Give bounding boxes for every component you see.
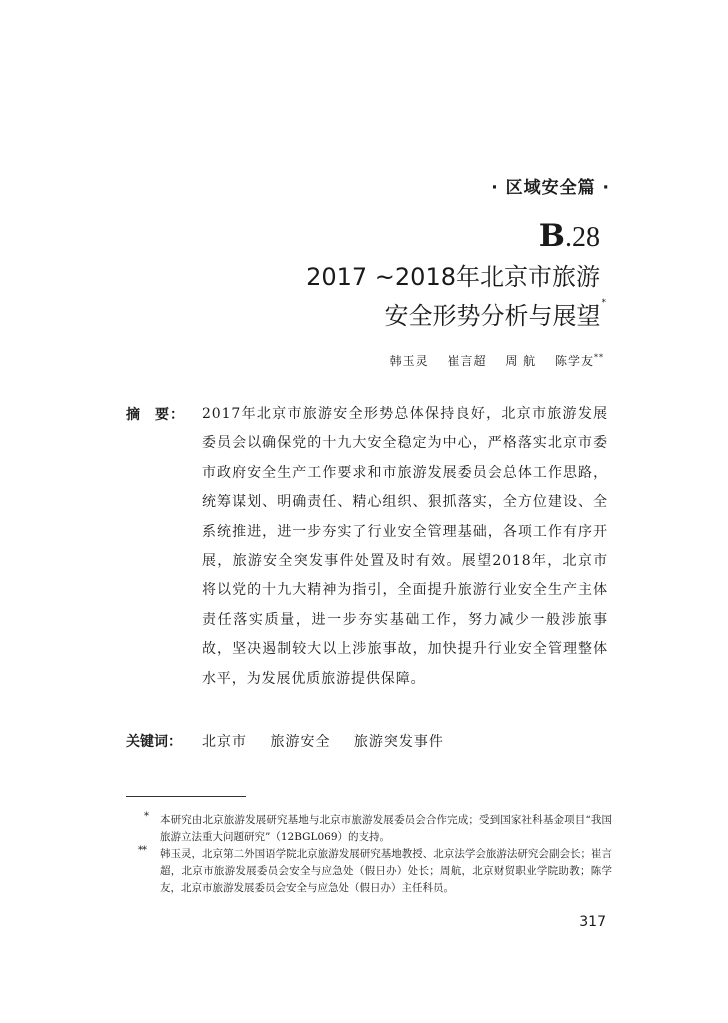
footnote-divider <box>126 796 246 797</box>
keyword: 旅游安全 <box>270 734 331 750</box>
section-label: · 区域安全篇 · <box>491 178 610 198</box>
abstract-text: 2017年北京市旅游安全形势总体保持良好，北京市旅游发展委员会以确保党的十九大安全稳定为中心，严格落实北京市委市政府安全生产工作要求和市旅游发展委员会总体工作思路，统筹谋划、明确责任、精心组织、狠抓落实，全方位建设、全系统推进，进一步夯实了行业安全管理基础，各项工作有序开展，旅游安全突发事件处置及时有效。展望2018年，北京市将以党的十九大精神为指引，全面提升旅游行业安全生产主体责任落实质量，进一步夯实基础工作，努力减少一般涉旅事故，坚决遏制较大以上涉旅事故，加快提升行业安全管理整体水平，为发展优质旅游提供保障。 <box>202 406 608 687</box>
title-line-1: 2017 ~2018年北京市旅游 <box>306 263 600 291</box>
author: 韩玉灵 <box>389 354 429 368</box>
report-number <box>539 218 600 254</box>
title-footnote-mark: * <box>601 298 606 308</box>
page-number: 317 <box>579 914 606 930</box>
footnote: 本研究由北京旅游发展研究基地与北京市旅游发展委员会合作完成；受到国家社科基金项目“我国旅游立法重大问题研究”（12BGL069）的支持。 <box>160 814 612 843</box>
title-line-2 <box>385 296 607 331</box>
footnote-mark: ** <box>138 845 146 856</box>
keywords-label: 关键词： <box>126 734 182 750</box>
report-prefix: B <box>538 218 565 254</box>
title-line-2-text: 安全形势分析与展望 <box>384 302 601 330</box>
report-number-value: .28 <box>565 222 600 253</box>
authors <box>390 352 604 369</box>
author: 崔言超 <box>447 354 487 368</box>
authors-footnote-mark: ** <box>594 353 604 362</box>
author: 周 航 <box>505 354 537 368</box>
abstract-label-right: 要： <box>155 407 185 423</box>
keyword: 北京市 <box>202 734 247 750</box>
footnote: 韩玉灵，北京第二外国语学院北京旅游发展研究基地教授、北京法学会旅游法研究会副会长；崔言超，北京市旅游发展委员会安全与应急处（假日办）处长；周航，北京财贸职业学院助教；陈学友，北京市旅游发展委员会安全与应急处（假日办）主任科员。 <box>160 848 612 894</box>
abstract-label <box>126 404 185 424</box>
keywords <box>202 731 462 751</box>
abstract-label-left: 摘 <box>126 407 141 423</box>
footnote-mark: * <box>144 811 149 822</box>
keyword: 旅游突发事件 <box>353 734 444 750</box>
author: 陈学友 <box>554 354 594 368</box>
